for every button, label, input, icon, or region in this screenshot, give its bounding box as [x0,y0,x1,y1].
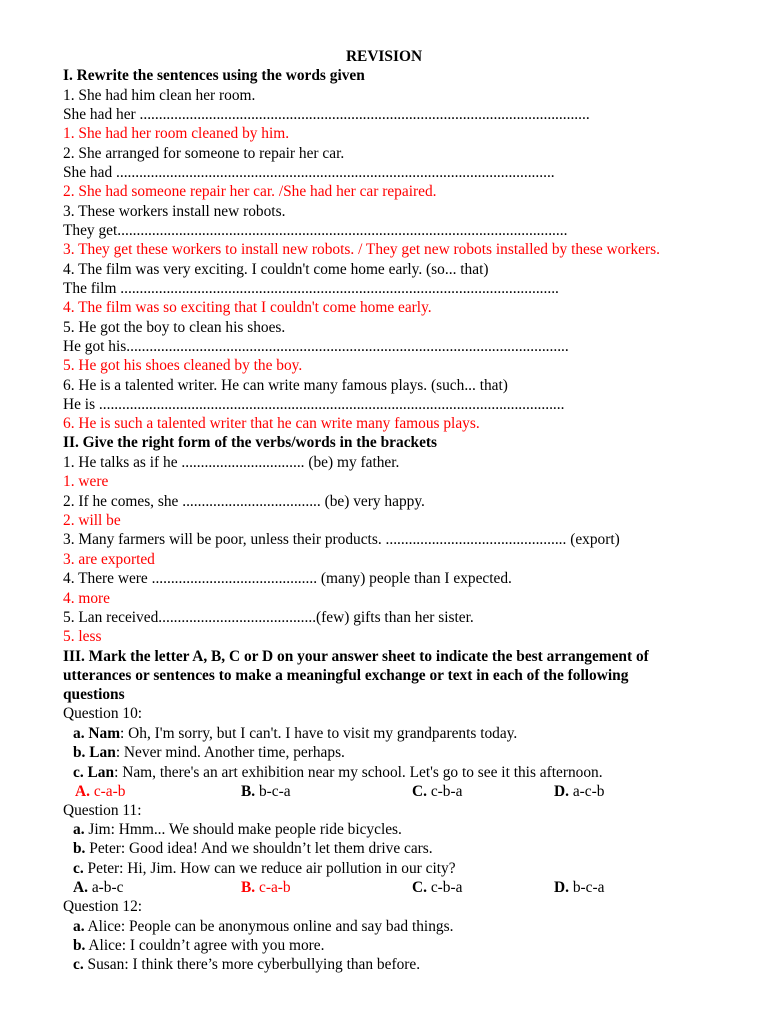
q11-line-a [73,820,402,839]
s1-prompt-5: He got his................................................................................................................... [63,338,569,355]
q11-option-a [73,878,123,897]
q11-option-c [412,878,462,897]
line-text: : Never mind. Another time, perhaps. [115,744,345,761]
section-1-heading: I. Rewrite the sentences using the words given [63,67,365,84]
line-letter: c. [73,956,84,973]
q11-option-b [241,878,291,897]
q10-line-a [73,724,517,743]
line-text: : Nam, there's an art exhibition near my school. Let's go to see it this afternoon. [114,764,603,781]
option-letter: B. [241,783,256,800]
speaker-name: Lan [87,764,115,781]
s1-question-1: 1. She had him clean her room. [63,87,256,104]
q10-option-c [412,782,462,801]
s1-answer-2: 2. She had someone repair her car. /She had her car repaired. [63,183,437,200]
s2-answer-3: 3. are exported [63,551,155,568]
section-3-heading-line-2: utterances or sentences to make a meaningful exchange or text in each of the following [63,667,629,684]
line-letter: a. [73,918,85,935]
line-text: Alice: I couldn’t agree with you more. [88,937,325,954]
s2-answer-5: 5. less [63,628,102,645]
s1-prompt-1: She had her ..................................................................................................................... [63,106,590,123]
s1-question-4: 4. The film was very exciting. I couldn't come home early. (so... that) [63,261,489,278]
s1-answer-1: 1. She had her room cleaned by him. [63,125,290,142]
line-letter: a. [73,821,85,838]
option-letter: C. [412,783,427,800]
q12-line-a [73,917,453,936]
q10-option-d [554,782,604,801]
s1-question-6: 6. He is a talented writer. He can write many famous plays. (such... that) [63,377,508,394]
option-text: b-c-a [258,783,291,800]
s2-answer-4: 4. more [63,590,111,607]
s1-question-2: 2. She arranged for someone to repair her car. [63,145,345,162]
line-text: Peter: Good idea! And we shouldn’t let them drive cars. [89,840,433,857]
section-3-heading-line-3: questions [63,686,125,703]
line-text: Jim: Hmm... We should make people ride bicycles. [88,821,402,838]
q10-option-b [241,782,291,801]
option-text: b-c-a [572,879,605,896]
q10-line-b [73,743,345,762]
option-text: a-b-c [91,879,124,896]
s1-answer-4: 4. The film was so exciting that I couldn't come home early. [63,299,432,316]
q12-line-b [73,936,324,955]
option-letter: A. [75,783,90,800]
option-text: c-a-b [258,879,291,896]
s1-prompt-2: She had .................................................................................................................. [63,164,555,181]
option-letter: C. [412,879,427,896]
speaker-name: Nam [88,725,121,742]
line-letter: b. [73,744,86,761]
line-text: : Oh, I'm sorry, but I can't. I have to visit my grandparents today. [120,725,518,742]
q11-option-d [554,878,604,897]
question-11-label: Question 11: [63,802,142,819]
s1-prompt-6: He is ......................................................................................................................... [63,396,565,413]
option-letter: D. [554,879,569,896]
line-letter: b. [73,840,86,857]
option-letter: D. [554,783,569,800]
document-title: REVISION [345,48,423,65]
section-3-heading-line-1: III. Mark the letter A, B, C or D on your answer sheet to indicate the best arrangement of [63,648,649,665]
question-12-label: Question 12: [63,898,143,915]
line-text: Peter: Hi, Jim. How can we reduce air pollution in our city? [87,860,456,877]
section-2-heading: II. Give the right form of the verbs/words in the brackets [63,434,438,451]
s2-question-5: 5. Lan received.........................................(few) gifts than her sister. [63,609,474,626]
option-text: c-a-b [93,783,126,800]
line-letter: c. [73,764,84,781]
s2-question-1: 1. He talks as if he ................................ (be) my father. [63,454,400,471]
s2-question-4: 4. There were ........................................... (many) people than I expected. [63,570,512,587]
s2-question-3: 3. Many farmers will be poor, unless their products. ............................................... (export) [63,531,620,548]
q10-option-a [75,782,125,801]
s1-question-5: 5. He got the boy to clean his shoes. [63,319,286,336]
s1-answer-6: 6. He is such a talented writer that he can write many famous plays. [63,415,480,432]
q11-line-b [73,839,433,858]
s1-answer-3: 3. They get these workers to install new robots. / They get new robots installed by these workers. [63,241,660,258]
q10-line-c [73,763,603,782]
line-text: Susan: I think there’s more cyberbullying than before. [87,956,421,973]
line-text: Alice: People can be anonymous online and say bad things. [87,918,454,935]
s1-question-3: 3. These workers install new robots. [63,203,286,220]
s1-prompt-3: They get..................................................................................................................... [63,222,568,239]
option-letter: B. [241,879,256,896]
line-letter: b. [73,937,86,954]
line-letter: a. [73,725,85,742]
s2-question-2: 2. If he comes, she .................................... (be) very happy. [63,493,425,510]
q12-line-c [73,955,420,974]
line-letter: c. [73,860,84,877]
s2-answer-1: 1. were [63,473,109,490]
option-text: c-b-a [430,879,463,896]
option-text: a-c-b [572,783,605,800]
option-letter: A. [73,879,88,896]
q11-line-c [73,859,456,878]
s1-answer-5: 5. He got his shoes cleaned by the boy. [63,357,303,374]
s2-answer-2: 2. will be [63,512,121,529]
question-10-label: Question 10: [63,705,143,722]
option-text: c-b-a [430,783,463,800]
s1-prompt-4: The film .................................................................................................................. [63,280,559,297]
speaker-name: Lan [89,744,116,761]
